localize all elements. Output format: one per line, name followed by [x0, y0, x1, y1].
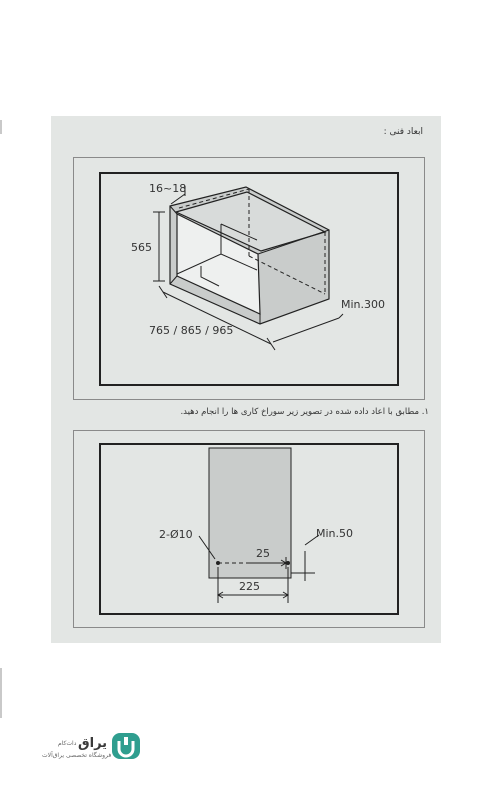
left-margin-mark [0, 120, 2, 134]
edge-clearance-label: Min.50 [316, 527, 354, 540]
thickness-label: 16~18 [149, 182, 187, 195]
cabinet-panel-rect [209, 448, 291, 578]
hole-spacing-label: 225 [239, 580, 260, 593]
drill-hole-marker [216, 561, 220, 565]
cabinet-isometric-svg [101, 174, 401, 388]
depth-label: Min.300 [341, 298, 386, 311]
hole-layout-svg [101, 445, 401, 617]
dimension-tick [159, 286, 167, 298]
brand-tagline: فروشگاه تخصصی یراق‌آلات [42, 752, 112, 759]
brand-domain: دات‌کام [58, 740, 77, 747]
brand-logo-icon [108, 731, 144, 761]
depth-dimension-line [273, 318, 339, 342]
dimension-tick [267, 338, 275, 350]
hole-spec-label: 2-Ø10 [159, 528, 193, 541]
hole-layout-frame [73, 430, 425, 628]
cabinet-drawing [99, 172, 399, 386]
technical-dimensions-panel [51, 116, 441, 643]
left-margin-mark [0, 668, 2, 718]
instruction-note: ۱. مطابق با اعاد داده شده در تصویر زیر سوراخ کاری ها را انجام دهید. [180, 407, 429, 417]
width-options-label: 765 / 865 / 965 [149, 324, 234, 337]
drill-hole-marker [286, 561, 290, 565]
dimension-tick [339, 314, 343, 318]
brand-name: یراق [78, 736, 108, 751]
hole-layout-drawing [99, 443, 399, 615]
height-label: 565 [131, 241, 152, 254]
section-title: ابعاد فنی : [383, 127, 423, 137]
hole-offset-label: 25 [256, 547, 270, 560]
cabinet-drawing-frame [73, 157, 425, 400]
